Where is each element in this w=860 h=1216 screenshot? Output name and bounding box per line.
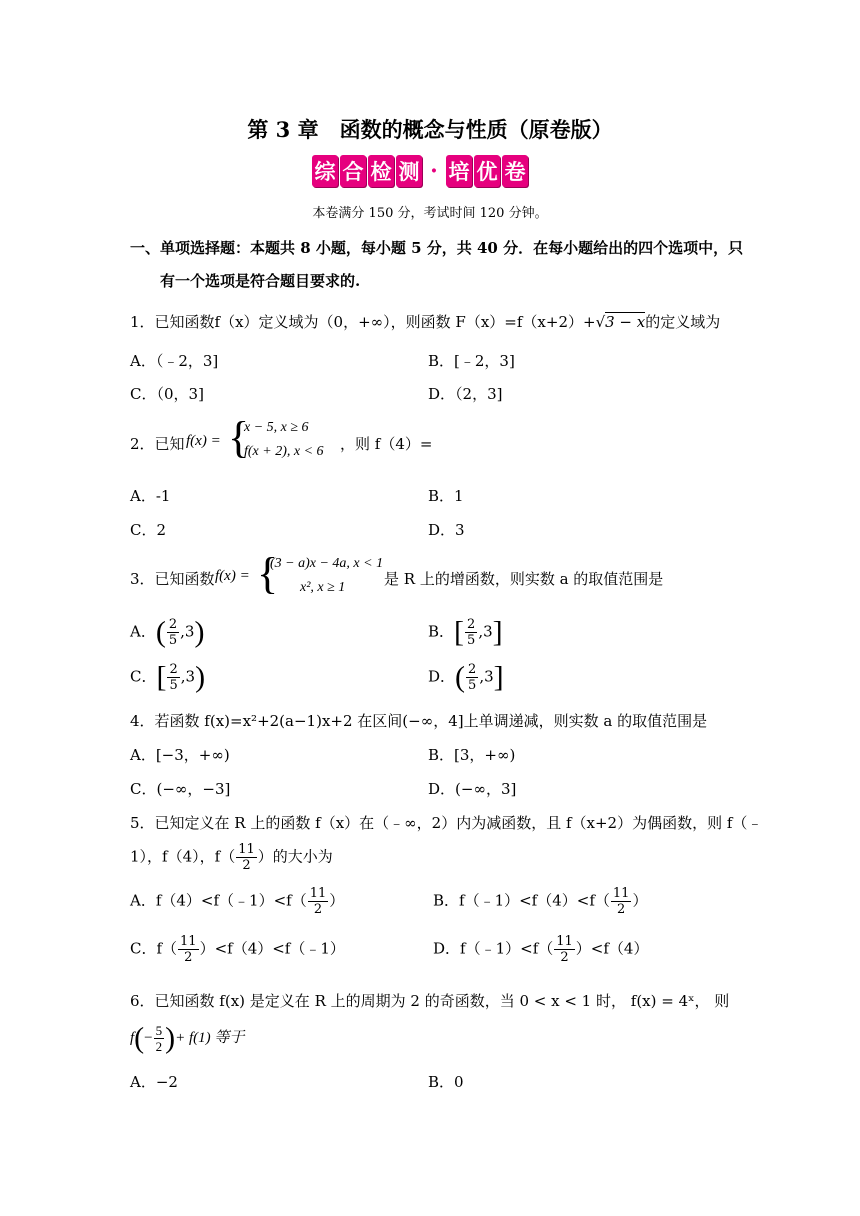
frac-den: 5 — [467, 633, 476, 648]
banner — [312, 154, 550, 188]
q5-a-close: ） — [329, 891, 345, 910]
q5-line2-a: 1），f（4），f（ — [130, 847, 236, 866]
section-header-line1: 一、单项选择题：本题共 8 小题，每小题 5 分，共 40 分．在每小题给出的四个选项中，只 — [130, 239, 744, 257]
frac-num: 2 — [467, 617, 476, 632]
q2-brace: { — [228, 413, 250, 462]
q1-option-c[interactable]: C．（0，3] — [130, 385, 204, 403]
q3-d-right-bracket: ] — [493, 660, 504, 694]
q2-option-c[interactable]: C．2 — [130, 521, 167, 539]
frac-den: 2 — [184, 950, 193, 965]
q5-option-a[interactable] — [130, 886, 344, 917]
frac-den: 2 — [560, 950, 569, 965]
banner-dot: · — [430, 158, 438, 184]
q5-d-fraction — [554, 934, 575, 965]
q3-a-right-paren: ) — [194, 615, 205, 649]
q5-c-close: ）<f（4）<f（﹣1） — [199, 939, 345, 958]
q2-option-d[interactable]: D．3 — [428, 521, 465, 539]
q5-option-b[interactable] — [433, 886, 647, 917]
q6-option-a[interactable]: A．−2 — [130, 1073, 178, 1091]
q4-option-a[interactable]: A．[−3，+∞) — [130, 746, 230, 764]
q3-c-three: ,3 — [180, 667, 196, 686]
q5-option-c[interactable] — [130, 934, 345, 965]
q1-sqrt: √3 − x — [595, 313, 646, 331]
q3-c-left-bracket: [ — [156, 660, 167, 694]
q6-right-paren: ) — [165, 1021, 176, 1055]
q3-brace: { — [257, 549, 279, 598]
q3-a-fraction — [167, 617, 179, 648]
banner-char: 培 — [446, 155, 472, 187]
banner-char: 优 — [474, 155, 500, 187]
q3-a-left-paren: ( — [155, 615, 166, 649]
q3-c-fraction — [167, 662, 179, 693]
q3-option-d-label: D． — [428, 667, 456, 686]
q5-a-fraction — [308, 886, 329, 917]
banner-char: 综 — [312, 155, 338, 187]
q6-left-paren: ( — [134, 1021, 145, 1055]
q6-tail: + f(1) 等于 — [175, 1029, 245, 1046]
q3-option-d[interactable] — [428, 662, 504, 693]
q1-sqrt-body: 3 − x — [605, 313, 646, 331]
q1-option-a[interactable]: A．（﹣2，3] — [130, 352, 219, 370]
frac-den: 5 — [468, 678, 477, 693]
q3-case1: (3 − a)x − 4a, x < 1 — [270, 556, 384, 571]
q5-c-fraction — [178, 934, 199, 965]
q4-option-c[interactable]: C．(−∞，−3] — [130, 780, 231, 798]
q3-d-left-paren: ( — [455, 660, 466, 694]
q5-b-close: ） — [632, 891, 648, 910]
q3-option-a-label: A． — [130, 622, 156, 641]
q3-b-three: ,3 — [478, 622, 493, 641]
frac-num: 11 — [180, 934, 197, 949]
q3-d-three: ,3 — [479, 667, 494, 686]
q3-b-right-bracket: ] — [492, 615, 503, 649]
frac-num: 2 — [168, 617, 178, 632]
q6-fraction — [154, 1023, 165, 1054]
page-title: 第 3 章 函数的概念与性质（原卷版） — [247, 117, 613, 142]
q5-d-text: D．f（﹣1）<f（ — [433, 939, 554, 958]
q1-stem-b: f（x）定义域为（0，+∞），则函数 F（x）=f（x+2）+ — [214, 313, 596, 331]
q1-stem-a: 1．已知函数 — [130, 313, 215, 331]
q3-b-left-bracket: [ — [454, 615, 465, 649]
q1-option-d[interactable]: D．（2，3] — [428, 385, 503, 403]
q3-option-a[interactable] — [130, 617, 204, 648]
q5-fraction — [236, 842, 257, 873]
exam-note: 本卷满分 150 分，考试时间 120 分钟。 — [312, 206, 548, 221]
q3-tail: 是 R 上的增函数，则实数 a 的取值范围是 — [384, 570, 664, 588]
banner-char: 测 — [396, 155, 422, 187]
q3-a-three: ,3 — [180, 622, 195, 641]
frac-num: 2 — [468, 662, 477, 677]
section-header-line2: 有一个选项是符合题目要求的. — [160, 272, 361, 290]
q3-fx: f(x) = — [215, 568, 250, 584]
q3-b-fraction — [465, 617, 477, 648]
q3-case2: x², x ≥ 1 — [300, 580, 346, 595]
frac-den: 5 — [168, 633, 178, 648]
frac-den: 2 — [617, 902, 626, 917]
q6-f: f — [130, 1029, 135, 1046]
q6-option-b[interactable]: B．0 — [428, 1073, 464, 1091]
q1-option-b[interactable]: B．[﹣2，3] — [428, 352, 515, 370]
frac-den: 2 — [242, 858, 251, 873]
q5-a-text: A．f（4）<f（﹣1）<f（ — [130, 891, 307, 910]
q2-option-a[interactable]: A．-1 — [130, 487, 171, 505]
frac-den: 2 — [155, 1039, 163, 1054]
q2-case1: x − 5, x ≥ 6 — [244, 420, 309, 435]
banner-char: 检 — [368, 155, 394, 187]
frac-den: 2 — [313, 902, 323, 917]
frac-num: 11 — [238, 842, 255, 857]
frac-num: 2 — [169, 662, 178, 677]
q3-option-b[interactable] — [428, 617, 503, 648]
q6-line1: 6．已知函数 f(x) 是定义在 R 上的周期为 2 的奇函数，当 0 < x < 1 时， f(x) = 4ˣ， 则 — [130, 992, 730, 1010]
q4-stem: 4．若函数 f(x)=x²+2(a−1)x+2 在区间(−∞，4]上单调递减，则实数 a 的取值范围是 — [130, 712, 708, 730]
q3-option-c-label: C． — [130, 667, 157, 686]
q5-option-d[interactable] — [433, 934, 648, 965]
frac-num: 5 — [155, 1023, 163, 1038]
q3-d-fraction — [466, 662, 478, 693]
frac-den: 5 — [169, 678, 178, 693]
q5-c-text: C．f（ — [130, 939, 178, 958]
q5-b-text: B．f（﹣1）<f（4）<f（ — [433, 891, 610, 910]
q4-option-d[interactable]: D．(−∞，3] — [428, 780, 517, 798]
q4-option-b[interactable]: B．[3，+∞) — [428, 746, 516, 764]
q6-minus: − — [144, 1029, 153, 1046]
q2-option-b[interactable]: B．1 — [428, 487, 464, 505]
frac-num: 11 — [309, 886, 327, 901]
q5-line1: 5．已知定义在 R 上的函数 f（x）在（﹣∞，2）内为减函数，且 f（x+2）为偶函数，则 f（﹣ — [130, 814, 763, 832]
q6-line2 — [130, 1023, 244, 1054]
q5-b-fraction — [611, 886, 632, 917]
q3-option-b-label: B． — [428, 622, 455, 641]
q2-tail: ，则 f（4）= — [340, 435, 433, 453]
q2-case2: f(x + 2), x < 6 — [244, 444, 324, 459]
q2-fx: f(x) = — [186, 433, 221, 449]
banner-char: 卷 — [502, 155, 528, 187]
q5-line2 — [130, 842, 333, 873]
frac-num: 11 — [556, 934, 573, 949]
q3-c-right-paren: ) — [195, 660, 206, 694]
q3-option-c[interactable] — [130, 662, 205, 693]
q5-d-close: ）<f（4） — [575, 939, 649, 958]
banner-char: 合 — [340, 155, 366, 187]
q1-stem-c: 的定义域为 — [645, 313, 721, 331]
frac-num: 11 — [612, 886, 630, 901]
q5-line2-b: ）的大小为 — [257, 847, 333, 866]
q1-stem — [130, 311, 720, 332]
q2-stem: 2．已知 — [130, 435, 185, 453]
q3-stem: 3．已知函数 — [130, 570, 215, 588]
